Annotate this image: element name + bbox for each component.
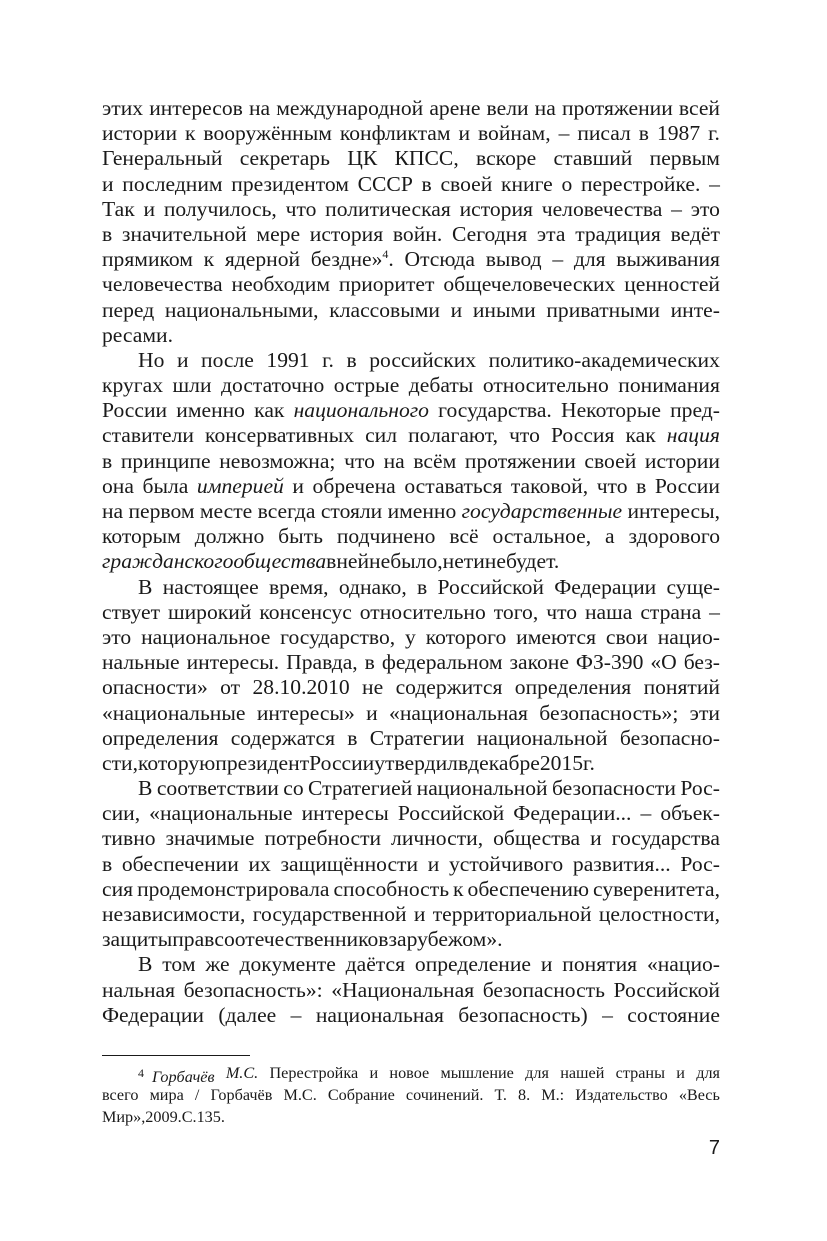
text-line: это национальное государство, у которого имеются свои нацио-	[102, 624, 720, 649]
text-line: которым должно быть подчинено всё остальное, а здорового	[102, 524, 720, 549]
footnote-reference: 4	[382, 247, 389, 262]
text-line: В соответствии со Стратегией национальной безопасности Рос-	[138, 776, 720, 801]
text-line: Но и после 1991 г. в российских политико-академических	[138, 347, 720, 372]
text-line: независимости, государственной и территориальной целостности,	[102, 902, 720, 926]
text-line: на первом месте всегда стояли именно государственные интересы,	[102, 499, 720, 523]
text-line: она была империей и обречена оставаться таковой, что в России	[102, 473, 720, 498]
text-line: человечества необходим приоритет общечеловеческих ценностей	[102, 272, 720, 297]
paragraph	[102, 952, 720, 1028]
text-line: опасности» от 28.10.2010 не содержится определения понятий	[102, 675, 720, 700]
text-line: определения содержатся в Стратегии национальной безопасно-	[102, 725, 720, 750]
text-line: В том же документе даётся определение и понятия «нацио-	[138, 952, 720, 977]
text-line: Федерации (далее – национальная безопасность) – состояние	[102, 1002, 720, 1027]
text-line: сия продемонстрировала способность к обеспечению суверенитета,	[102, 876, 720, 901]
text-line: «национальные интересы» и «национальная безопасность»; эти	[102, 700, 720, 725]
footnote-number: 4	[138, 1066, 144, 1080]
text-line: в значительной мере история войн. Сегодня эта традиция ведёт	[102, 221, 720, 246]
footnotes	[102, 1062, 720, 1128]
footnote-line: $^4$ Горбачёв М.С. Перестройка и новое мышление для нашей страны и для	[138, 1064, 720, 1086]
text-line: ствует широкий консенсус относительно того, что наша страна –	[102, 599, 720, 624]
text-line: в обеспечении их защищённости и устойчивого развития... Рос-	[102, 851, 720, 876]
page-body	[102, 96, 720, 1028]
text-line: прямиком к ядерной бездне»$^4$. Отсюда вывод – для выживания	[102, 247, 720, 272]
body-text	[102, 96, 720, 1028]
text-line: кругах шли достаточно острые дебаты относительно понимания	[102, 373, 720, 398]
text-line: сти, которую президент России утвердил в декабре 2015 г.	[102, 750, 595, 775]
paragraph	[102, 776, 720, 952]
text-line: нальная безопасность»: «Национальная безопасность Российской	[102, 977, 720, 1002]
text-line: этих интересов на международной арене вели на протяжении всей	[102, 96, 720, 120]
text-line: перед национальными, классовыми и иными приватными инте-	[102, 297, 720, 322]
footnote-line: всего мира / Горбачёв М.С. Собрание сочинений. Т. 8. М.: Издательство «Весь	[102, 1086, 720, 1104]
paragraph	[102, 96, 720, 348]
text-line: и последним президентом СССР в своей книге о перестройке. –	[102, 171, 720, 196]
text-line: защиты прав соотечественников за рубежом».	[102, 927, 503, 952]
text-line: в принципе невозможна; что на всём протяжении своей истории	[102, 448, 720, 473]
text-line: тивно значимые потребности личности, общества и государства	[102, 826, 720, 851]
text-line: истории к вооружённым конфликтам и войнам, – писал в 1987 г.	[102, 121, 720, 146]
text-line: сии, «национальные интересы Российской Федерации... – объек-	[102, 801, 720, 826]
text-line: нальные интересы. Правда, в федеральном законе ФЗ-390 «О без-	[102, 650, 720, 675]
footnote-divider	[102, 1055, 250, 1056]
paragraph	[102, 348, 720, 575]
text-line: ресами.	[102, 322, 173, 347]
text-line: гражданского общества в ней не было, нет и не будет.	[102, 549, 560, 574]
text-line: Генеральный секретарь ЦК КПСС, вскоре ставший первым	[102, 146, 720, 171]
page-number: 7	[708, 1137, 720, 1159]
text-line: России именно как национального государства. Некоторые пред-	[102, 398, 720, 423]
text-line: ставители консервативных сил полагают, что Россия как нация	[102, 423, 720, 448]
paragraph	[102, 575, 720, 777]
text-line: В настоящее время, однако, в Российской Федерации суще-	[138, 574, 720, 599]
text-line: Так и получилось, что политическая история человечества – это	[102, 196, 720, 221]
footnote-line: Мир», 2009. С. 135.	[102, 1108, 225, 1126]
